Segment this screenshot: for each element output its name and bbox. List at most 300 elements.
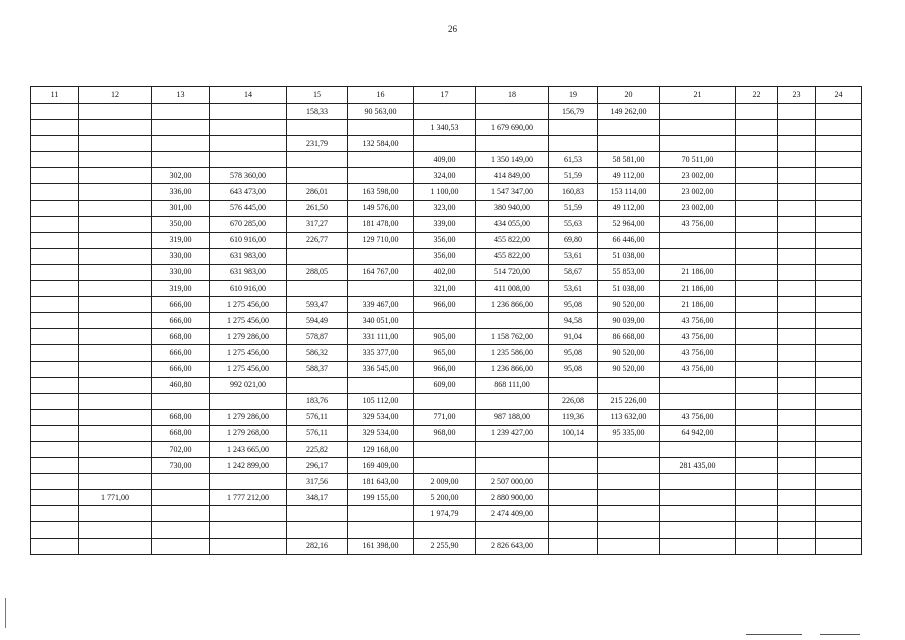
table-cell xyxy=(79,393,152,409)
table-cell xyxy=(210,474,287,490)
table-cell: 356,00 xyxy=(414,232,476,248)
table-cell: 43 756,00 xyxy=(660,361,736,377)
table-cell: 1 242 899,00 xyxy=(210,458,287,474)
table-cell: 455 822,00 xyxy=(476,232,549,248)
table-cell: 1 974,79 xyxy=(414,506,476,522)
table-cell xyxy=(79,136,152,152)
table-cell: 594,49 xyxy=(287,313,348,329)
table-cell xyxy=(414,104,476,120)
table-cell: 340 051,00 xyxy=(348,313,414,329)
column-header: 15 xyxy=(287,87,348,104)
table-cell xyxy=(79,506,152,522)
table-cell xyxy=(348,522,414,538)
table-row xyxy=(31,441,862,457)
table-cell xyxy=(736,409,778,425)
table-cell xyxy=(549,120,598,136)
table-cell xyxy=(549,458,598,474)
table-row xyxy=(31,361,862,377)
table-cell xyxy=(414,393,476,409)
table-cell xyxy=(287,506,348,522)
table-cell xyxy=(778,297,816,313)
table-cell xyxy=(816,490,862,506)
table-cell xyxy=(778,474,816,490)
table-cell xyxy=(736,232,778,248)
table-cell xyxy=(476,458,549,474)
table-cell xyxy=(210,120,287,136)
table-cell: 1 100,00 xyxy=(414,184,476,200)
table-cell xyxy=(476,522,549,538)
table-cell xyxy=(31,200,79,216)
table-cell: 51,59 xyxy=(549,200,598,216)
table-cell: 55 853,00 xyxy=(598,264,660,280)
table-row xyxy=(31,168,862,184)
column-header: 21 xyxy=(660,87,736,104)
table-cell xyxy=(476,104,549,120)
table-row xyxy=(31,200,862,216)
table-cell: 100,14 xyxy=(549,425,598,441)
table-cell xyxy=(348,506,414,522)
table-cell: 1 340,53 xyxy=(414,120,476,136)
table-row xyxy=(31,345,862,361)
table-cell: 586,32 xyxy=(287,345,348,361)
table-cell xyxy=(816,264,862,280)
table-cell: 335 377,00 xyxy=(348,345,414,361)
table-cell: 23 002,00 xyxy=(660,200,736,216)
table-cell xyxy=(736,136,778,152)
table-cell xyxy=(816,120,862,136)
table-cell xyxy=(31,232,79,248)
table-cell: 321,00 xyxy=(414,281,476,297)
table-cell: 992 021,00 xyxy=(210,377,287,393)
column-header: 18 xyxy=(476,87,549,104)
table-row xyxy=(31,152,862,168)
table-cell: 129 168,00 xyxy=(348,441,414,457)
table-cell: 281 435,00 xyxy=(660,458,736,474)
table-cell: 58,67 xyxy=(549,264,598,280)
table-cell xyxy=(598,441,660,457)
table-cell xyxy=(778,232,816,248)
table-cell: 339,00 xyxy=(414,216,476,232)
table-cell xyxy=(778,538,816,554)
table-cell xyxy=(736,345,778,361)
table-cell: 668,00 xyxy=(152,409,210,425)
table-cell xyxy=(816,232,862,248)
table-row xyxy=(31,474,862,490)
table-cell xyxy=(476,393,549,409)
table-cell: 348,17 xyxy=(287,490,348,506)
table-cell xyxy=(660,506,736,522)
table-cell: 53,61 xyxy=(549,281,598,297)
table-cell xyxy=(736,281,778,297)
table-cell xyxy=(210,152,287,168)
table-cell: 576 445,00 xyxy=(210,200,287,216)
table-cell xyxy=(31,264,79,280)
table-cell xyxy=(816,104,862,120)
table-cell xyxy=(348,281,414,297)
column-header: 20 xyxy=(598,87,660,104)
table-row xyxy=(31,232,862,248)
table-cell: 183,76 xyxy=(287,393,348,409)
table-cell xyxy=(79,216,152,232)
table-cell xyxy=(31,377,79,393)
table-cell xyxy=(31,425,79,441)
table-cell xyxy=(549,474,598,490)
table-cell xyxy=(287,377,348,393)
table-cell: 330,00 xyxy=(152,264,210,280)
table-row xyxy=(31,120,862,136)
table-cell xyxy=(778,313,816,329)
table-cell xyxy=(816,377,862,393)
table-cell xyxy=(816,538,862,554)
table-cell xyxy=(778,522,816,538)
table-cell: 771,00 xyxy=(414,409,476,425)
table-cell: 1 236 866,00 xyxy=(476,361,549,377)
table-cell: 402,00 xyxy=(414,264,476,280)
table-cell: 164 767,00 xyxy=(348,264,414,280)
table-cell: 95 335,00 xyxy=(598,425,660,441)
table-cell xyxy=(598,506,660,522)
table-cell xyxy=(79,152,152,168)
table-cell: 350,00 xyxy=(152,216,210,232)
table-cell xyxy=(31,538,79,554)
table-cell xyxy=(816,506,862,522)
table-cell xyxy=(660,474,736,490)
table-row xyxy=(31,184,862,200)
table-cell xyxy=(736,377,778,393)
table-cell: 380 940,00 xyxy=(476,200,549,216)
table-cell xyxy=(549,506,598,522)
scan-dash xyxy=(820,634,860,635)
table-cell: 356,00 xyxy=(414,248,476,264)
table-cell xyxy=(660,377,736,393)
table-cell: 2 826 643,00 xyxy=(476,538,549,554)
table-cell: 324,00 xyxy=(414,168,476,184)
table-cell: 55,63 xyxy=(549,216,598,232)
table-cell: 1 275 456,00 xyxy=(210,313,287,329)
table-cell xyxy=(79,345,152,361)
table-row xyxy=(31,297,862,313)
page-number: 26 xyxy=(448,24,457,34)
table-cell: 231,79 xyxy=(287,136,348,152)
table-cell: 329 534,00 xyxy=(348,425,414,441)
table-cell xyxy=(31,281,79,297)
table-cell: 43 756,00 xyxy=(660,329,736,345)
table-cell xyxy=(549,490,598,506)
table-cell: 1 236 866,00 xyxy=(476,297,549,313)
table-row xyxy=(31,313,862,329)
table-cell xyxy=(778,281,816,297)
table-cell xyxy=(210,538,287,554)
table-cell: 90 563,00 xyxy=(348,104,414,120)
table-cell: 868 111,00 xyxy=(476,377,549,393)
table-cell xyxy=(31,393,79,409)
table-cell xyxy=(778,329,816,345)
table-cell: 95,08 xyxy=(549,297,598,313)
table-cell: 69,80 xyxy=(549,232,598,248)
table-cell: 730,00 xyxy=(152,458,210,474)
table-cell xyxy=(79,377,152,393)
table-cell xyxy=(31,297,79,313)
table-row xyxy=(31,538,862,554)
table-cell xyxy=(210,104,287,120)
table-cell xyxy=(816,200,862,216)
table-cell xyxy=(736,458,778,474)
table-cell xyxy=(414,313,476,329)
table-cell: 21 186,00 xyxy=(660,281,736,297)
column-header: 19 xyxy=(549,87,598,104)
table-cell: 2 474 409,00 xyxy=(476,506,549,522)
table-cell: 670 285,00 xyxy=(210,216,287,232)
table-cell xyxy=(79,458,152,474)
table-cell xyxy=(79,168,152,184)
table-row xyxy=(31,216,862,232)
table-cell: 966,00 xyxy=(414,361,476,377)
table-cell xyxy=(736,329,778,345)
table-cell xyxy=(31,361,79,377)
table-cell xyxy=(31,152,79,168)
table-cell xyxy=(79,104,152,120)
table-cell: 1 771,00 xyxy=(79,490,152,506)
table-cell xyxy=(816,168,862,184)
table-cell xyxy=(287,522,348,538)
table-cell xyxy=(660,248,736,264)
table-cell xyxy=(778,120,816,136)
table-row xyxy=(31,409,862,425)
column-header: 12 xyxy=(79,87,152,104)
table-cell xyxy=(476,136,549,152)
table-cell: 317,56 xyxy=(287,474,348,490)
table-cell: 95,08 xyxy=(549,345,598,361)
table-cell xyxy=(736,441,778,457)
table-cell: 21 186,00 xyxy=(660,264,736,280)
table-cell: 319,00 xyxy=(152,281,210,297)
table-cell xyxy=(778,200,816,216)
table-cell: 610 916,00 xyxy=(210,281,287,297)
table-cell xyxy=(79,313,152,329)
table-cell xyxy=(736,393,778,409)
table-cell: 319,00 xyxy=(152,232,210,248)
table-cell xyxy=(598,474,660,490)
table-cell: 21 186,00 xyxy=(660,297,736,313)
table-cell: 1 279 268,00 xyxy=(210,425,287,441)
table-cell xyxy=(816,281,862,297)
table-cell xyxy=(348,377,414,393)
table-cell: 666,00 xyxy=(152,313,210,329)
table-cell: 301,00 xyxy=(152,200,210,216)
table-cell: 43 756,00 xyxy=(660,409,736,425)
table-cell: 296,17 xyxy=(287,458,348,474)
table-cell xyxy=(778,264,816,280)
table-cell: 94,58 xyxy=(549,313,598,329)
table-cell xyxy=(778,377,816,393)
table-cell xyxy=(152,152,210,168)
table-cell: 91,04 xyxy=(549,329,598,345)
table-cell: 2 880 900,00 xyxy=(476,490,549,506)
table-cell xyxy=(736,490,778,506)
table-cell: 905,00 xyxy=(414,329,476,345)
table-cell xyxy=(778,506,816,522)
table-cell xyxy=(660,104,736,120)
table-cell xyxy=(778,168,816,184)
table-cell xyxy=(152,522,210,538)
table-cell: 610 916,00 xyxy=(210,232,287,248)
table-cell xyxy=(778,152,816,168)
table-cell xyxy=(79,409,152,425)
table-cell xyxy=(31,168,79,184)
table-cell xyxy=(348,152,414,168)
table-cell: 1 279 286,00 xyxy=(210,409,287,425)
column-header: 13 xyxy=(152,87,210,104)
table-cell: 51,59 xyxy=(549,168,598,184)
table-cell: 149 262,00 xyxy=(598,104,660,120)
table-cell xyxy=(79,538,152,554)
table-cell xyxy=(549,136,598,152)
table-cell xyxy=(79,264,152,280)
table-cell xyxy=(31,329,79,345)
table-cell xyxy=(414,522,476,538)
table-row xyxy=(31,136,862,152)
table-cell xyxy=(598,490,660,506)
table-cell xyxy=(736,506,778,522)
table-cell: 105 112,00 xyxy=(348,393,414,409)
table-cell xyxy=(660,136,736,152)
table-cell: 460,80 xyxy=(152,377,210,393)
table-cell: 1 239 427,00 xyxy=(476,425,549,441)
table-cell xyxy=(287,120,348,136)
column-header: 24 xyxy=(816,87,862,104)
header-row xyxy=(31,87,862,104)
table-row xyxy=(31,458,862,474)
table-cell xyxy=(152,136,210,152)
table-cell xyxy=(79,522,152,538)
table-cell: 160,83 xyxy=(549,184,598,200)
table-cell xyxy=(31,248,79,264)
table-cell xyxy=(816,313,862,329)
table-cell: 58 581,00 xyxy=(598,152,660,168)
table-cell: 282,16 xyxy=(287,538,348,554)
table-cell xyxy=(152,393,210,409)
table-cell xyxy=(549,522,598,538)
table-cell: 149 576,00 xyxy=(348,200,414,216)
table-cell xyxy=(79,120,152,136)
table-cell: 70 511,00 xyxy=(660,152,736,168)
table-cell xyxy=(348,168,414,184)
table-cell xyxy=(31,313,79,329)
table-row xyxy=(31,104,862,120)
table-row xyxy=(31,264,862,280)
table-cell: 339 467,00 xyxy=(348,297,414,313)
table-cell: 702,00 xyxy=(152,441,210,457)
table-cell: 215 226,00 xyxy=(598,393,660,409)
table-cell xyxy=(736,264,778,280)
table-cell: 156,79 xyxy=(549,104,598,120)
table-cell xyxy=(736,425,778,441)
table-cell xyxy=(660,232,736,248)
table-cell: 43 756,00 xyxy=(660,345,736,361)
table-cell: 317,27 xyxy=(287,216,348,232)
table-cell: 43 756,00 xyxy=(660,313,736,329)
table-cell: 226,77 xyxy=(287,232,348,248)
table-cell: 153 114,00 xyxy=(598,184,660,200)
table-cell: 593,47 xyxy=(287,297,348,313)
table-cell: 23 002,00 xyxy=(660,184,736,200)
table-cell xyxy=(816,474,862,490)
table-cell xyxy=(549,538,598,554)
table-cell xyxy=(31,120,79,136)
table-cell xyxy=(79,281,152,297)
table-cell xyxy=(348,120,414,136)
table-cell xyxy=(31,458,79,474)
table-cell xyxy=(778,216,816,232)
table-cell xyxy=(778,104,816,120)
table-cell: 158,33 xyxy=(287,104,348,120)
table-cell xyxy=(736,538,778,554)
table-cell xyxy=(31,490,79,506)
column-header: 17 xyxy=(414,87,476,104)
table-row xyxy=(31,393,862,409)
column-header: 11 xyxy=(31,87,79,104)
table-cell: 965,00 xyxy=(414,345,476,361)
table-cell: 181 643,00 xyxy=(348,474,414,490)
table-row xyxy=(31,425,862,441)
table-cell: 161 398,00 xyxy=(348,538,414,554)
table-cell xyxy=(31,474,79,490)
table-cell: 286,01 xyxy=(287,184,348,200)
table-cell xyxy=(778,441,816,457)
table-cell: 414 849,00 xyxy=(476,168,549,184)
table-cell: 1 279 286,00 xyxy=(210,329,287,345)
table-cell: 1 350 149,00 xyxy=(476,152,549,168)
table-cell: 1 275 456,00 xyxy=(210,297,287,313)
table-cell xyxy=(660,120,736,136)
column-header: 23 xyxy=(778,87,816,104)
table-cell xyxy=(736,361,778,377)
table-cell: 66 446,00 xyxy=(598,232,660,248)
table-cell: 302,00 xyxy=(152,168,210,184)
table-cell: 576,11 xyxy=(287,409,348,425)
table-row xyxy=(31,281,862,297)
table-cell: 323,00 xyxy=(414,200,476,216)
table-cell: 86 668,00 xyxy=(598,329,660,345)
table-cell xyxy=(549,441,598,457)
table-cell xyxy=(152,506,210,522)
table-cell: 966,00 xyxy=(414,297,476,313)
column-header: 16 xyxy=(348,87,414,104)
table-cell xyxy=(778,458,816,474)
table-cell: 329 534,00 xyxy=(348,409,414,425)
data-table xyxy=(30,86,862,555)
table-cell xyxy=(79,297,152,313)
table-cell xyxy=(414,136,476,152)
table-cell: 113 632,00 xyxy=(598,409,660,425)
table-cell xyxy=(660,441,736,457)
table-cell xyxy=(736,248,778,264)
table-cell: 225,82 xyxy=(287,441,348,457)
table-cell xyxy=(736,216,778,232)
table-cell: 52 964,00 xyxy=(598,216,660,232)
table-cell: 336,00 xyxy=(152,184,210,200)
table-cell xyxy=(736,152,778,168)
table-cell: 163 598,00 xyxy=(348,184,414,200)
scan-margin-line xyxy=(5,598,6,628)
table-cell xyxy=(816,522,862,538)
table-cell xyxy=(79,200,152,216)
table-cell: 132 584,00 xyxy=(348,136,414,152)
table-cell xyxy=(778,184,816,200)
table-cell xyxy=(660,522,736,538)
table-cell: 49 112,00 xyxy=(598,200,660,216)
table-cell xyxy=(736,104,778,120)
